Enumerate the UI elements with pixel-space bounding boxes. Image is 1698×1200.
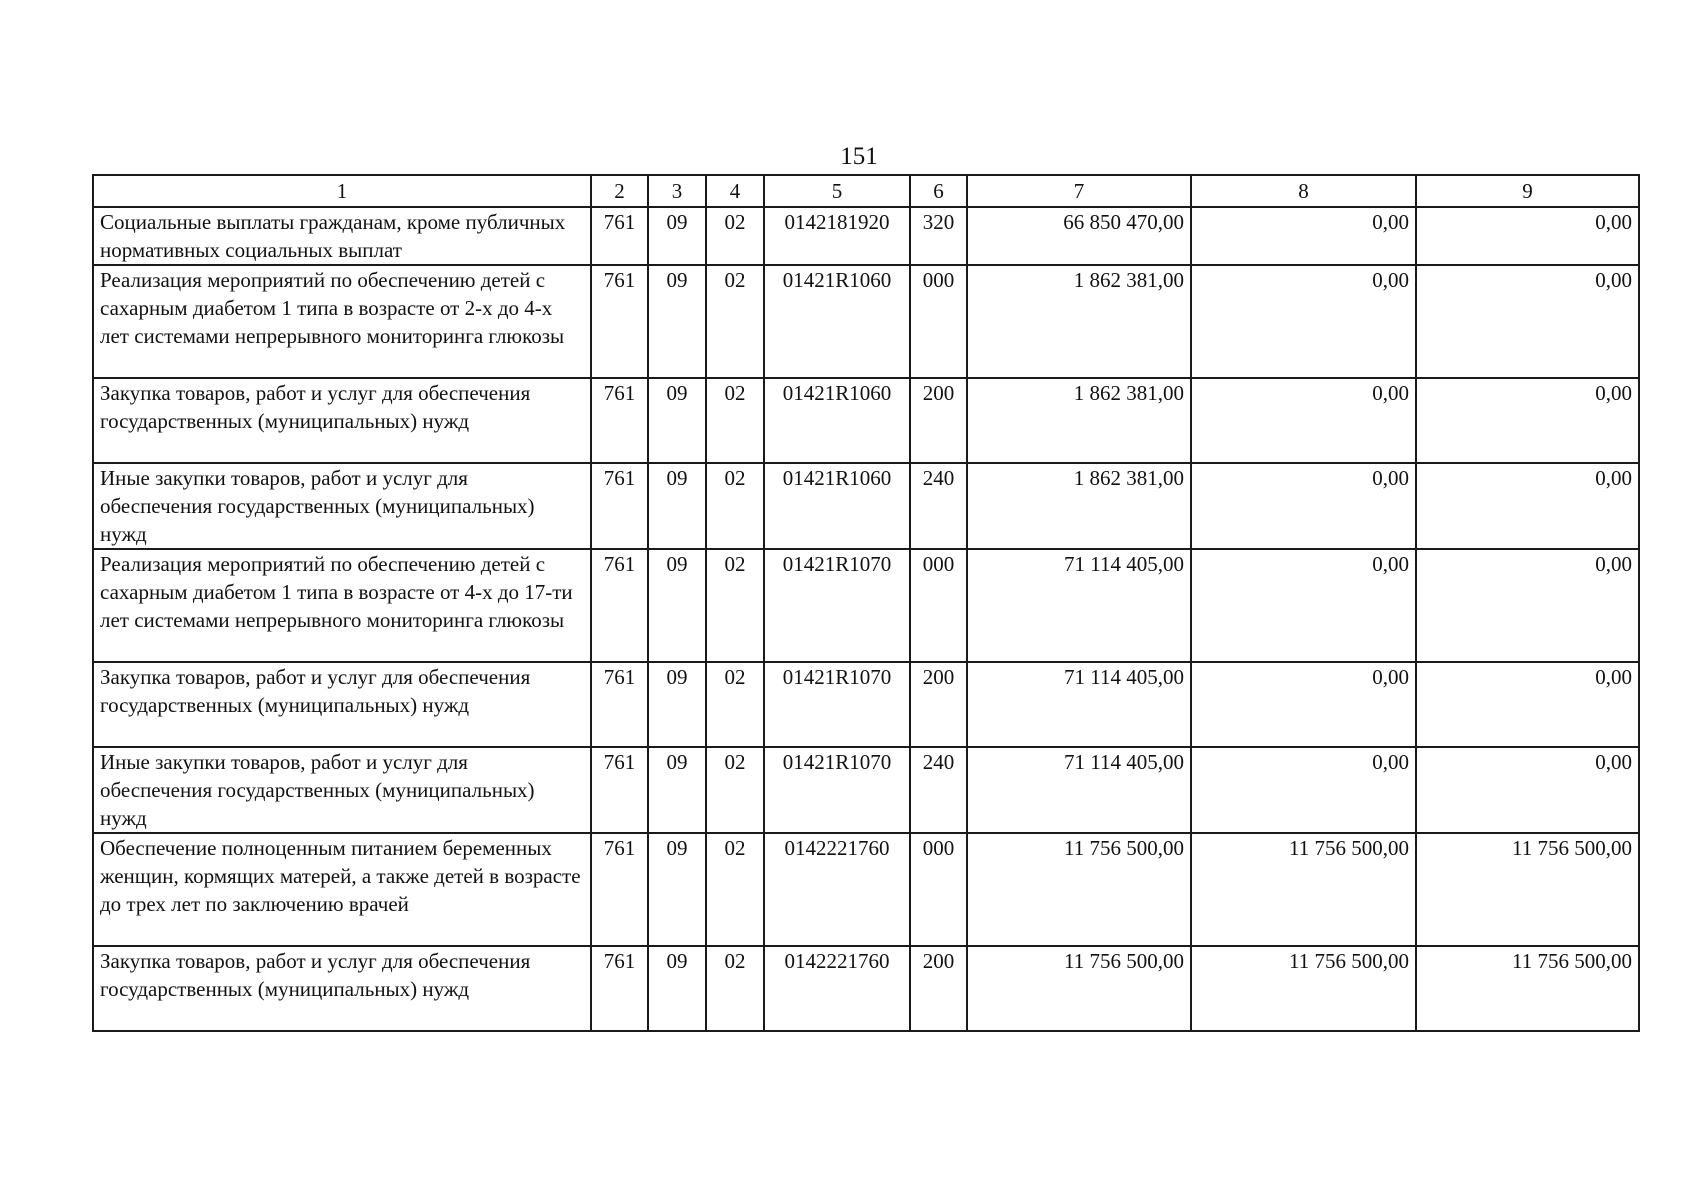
table-row <box>93 265 1639 378</box>
target-article-code: 0142221760 <box>764 946 910 1031</box>
amount-col-9: 0,00 <box>1416 549 1639 662</box>
amount-col-8: 0,00 <box>1191 662 1416 747</box>
column-header-7: 7 <box>967 175 1191 207</box>
page-number: 151 <box>840 143 878 170</box>
section-code: 09 <box>648 378 706 463</box>
subsection-code: 02 <box>706 946 764 1031</box>
table-row <box>93 946 1639 1031</box>
row-name: Иные закупки товаров, работ и услуг для обеспечения государственных (муниципальных) нужд <box>93 463 591 549</box>
row-name: Закупка товаров, работ и услуг для обеспечения государственных (муниципальных) нужд <box>93 662 591 747</box>
section-code: 09 <box>648 207 706 265</box>
subsection-code: 02 <box>706 549 764 662</box>
amount-col-9: 0,00 <box>1416 747 1639 833</box>
target-article-code: 01421R1060 <box>764 463 910 549</box>
amount-col-7: 71 114 405,00 <box>967 549 1191 662</box>
ministry-code: 761 <box>591 463 648 549</box>
row-name: Обеспечение полноценным питанием беременных женщин, кормящих матерей, а также детей в возрасте до трех лет по заключению врачей <box>93 833 591 946</box>
amount-col-9: 0,00 <box>1416 662 1639 747</box>
target-article-code: 01421R1060 <box>764 265 910 378</box>
row-name: Реализация мероприятий по обеспечению детей с сахарным диабетом 1 типа в возрасте от 4-х до 17-ти лет системами непрерывного мониторинга глюкозы <box>93 549 591 662</box>
amount-col-9: 0,00 <box>1416 463 1639 549</box>
table-row <box>93 747 1639 833</box>
expense-type-code: 200 <box>910 662 967 747</box>
section-code: 09 <box>648 265 706 378</box>
row-name: Закупка товаров, работ и услуг для обеспечения государственных (муниципальных) нужд <box>93 946 591 1031</box>
table-row <box>93 833 1639 946</box>
amount-col-9: 11 756 500,00 <box>1416 946 1639 1031</box>
amount-col-9: 11 756 500,00 <box>1416 833 1639 946</box>
row-name: Социальные выплаты гражданам, кроме публичных нормативных социальных выплат <box>93 207 591 265</box>
amount-col-7: 66 850 470,00 <box>967 207 1191 265</box>
column-header-9: 9 <box>1416 175 1639 207</box>
budget-table <box>92 174 1640 1032</box>
table-row <box>93 662 1639 747</box>
expense-type-code: 240 <box>910 747 967 833</box>
expense-type-code: 200 <box>910 946 967 1031</box>
amount-col-8: 0,00 <box>1191 549 1416 662</box>
target-article-code: 01421R1070 <box>764 662 910 747</box>
target-article-code: 0142181920 <box>764 207 910 265</box>
table-header-row <box>93 175 1639 207</box>
column-header-1: 1 <box>93 175 591 207</box>
amount-col-8: 11 756 500,00 <box>1191 833 1416 946</box>
column-header-5: 5 <box>764 175 910 207</box>
table-row <box>93 549 1639 662</box>
ministry-code: 761 <box>591 549 648 662</box>
amount-col-7: 71 114 405,00 <box>967 747 1191 833</box>
amount-col-8: 11 756 500,00 <box>1191 946 1416 1031</box>
section-code: 09 <box>648 747 706 833</box>
ministry-code: 761 <box>591 207 648 265</box>
table-row <box>93 207 1639 265</box>
expense-type-code: 000 <box>910 265 967 378</box>
ministry-code: 761 <box>591 265 648 378</box>
amount-col-7: 11 756 500,00 <box>967 946 1191 1031</box>
subsection-code: 02 <box>706 207 764 265</box>
subsection-code: 02 <box>706 662 764 747</box>
amount-col-8: 0,00 <box>1191 463 1416 549</box>
ministry-code: 761 <box>591 662 648 747</box>
column-header-6: 6 <box>910 175 967 207</box>
amount-col-7: 1 862 381,00 <box>967 378 1191 463</box>
ministry-code: 761 <box>591 946 648 1031</box>
section-code: 09 <box>648 662 706 747</box>
subsection-code: 02 <box>706 463 764 549</box>
subsection-code: 02 <box>706 378 764 463</box>
expense-type-code: 240 <box>910 463 967 549</box>
subsection-code: 02 <box>706 833 764 946</box>
expense-type-code: 000 <box>910 833 967 946</box>
amount-col-7: 71 114 405,00 <box>967 662 1191 747</box>
expense-type-code: 000 <box>910 549 967 662</box>
row-name: Реализация мероприятий по обеспечению детей с сахарным диабетом 1 типа в возрасте от 2-х до 4-х лет системами непрерывного мониторинга глюкозы <box>93 265 591 378</box>
section-code: 09 <box>648 833 706 946</box>
amount-col-9: 0,00 <box>1416 207 1639 265</box>
row-name: Закупка товаров, работ и услуг для обеспечения государственных (муниципальных) нужд <box>93 378 591 463</box>
ministry-code: 761 <box>591 378 648 463</box>
target-article-code: 01421R1060 <box>764 378 910 463</box>
amount-col-7: 1 862 381,00 <box>967 265 1191 378</box>
section-code: 09 <box>648 463 706 549</box>
amount-col-8: 0,00 <box>1191 265 1416 378</box>
section-code: 09 <box>648 549 706 662</box>
amount-col-8: 0,00 <box>1191 747 1416 833</box>
expense-type-code: 200 <box>910 378 967 463</box>
target-article-code: 01421R1070 <box>764 549 910 662</box>
table-row <box>93 378 1639 463</box>
amount-col-7: 1 862 381,00 <box>967 463 1191 549</box>
column-header-8: 8 <box>1191 175 1416 207</box>
subsection-code: 02 <box>706 265 764 378</box>
column-header-2: 2 <box>591 175 648 207</box>
table-row <box>93 463 1639 549</box>
section-code: 09 <box>648 946 706 1031</box>
amount-col-7: 11 756 500,00 <box>967 833 1191 946</box>
expense-type-code: 320 <box>910 207 967 265</box>
row-name: Иные закупки товаров, работ и услуг для обеспечения государственных (муниципальных) нужд <box>93 747 591 833</box>
amount-col-9: 0,00 <box>1416 265 1639 378</box>
subsection-code: 02 <box>706 747 764 833</box>
ministry-code: 761 <box>591 833 648 946</box>
ministry-code: 761 <box>591 747 648 833</box>
column-header-4: 4 <box>706 175 764 207</box>
amount-col-9: 0,00 <box>1416 378 1639 463</box>
target-article-code: 01421R1070 <box>764 747 910 833</box>
amount-col-8: 0,00 <box>1191 207 1416 265</box>
column-header-3: 3 <box>648 175 706 207</box>
target-article-code: 0142221760 <box>764 833 910 946</box>
amount-col-8: 0,00 <box>1191 378 1416 463</box>
